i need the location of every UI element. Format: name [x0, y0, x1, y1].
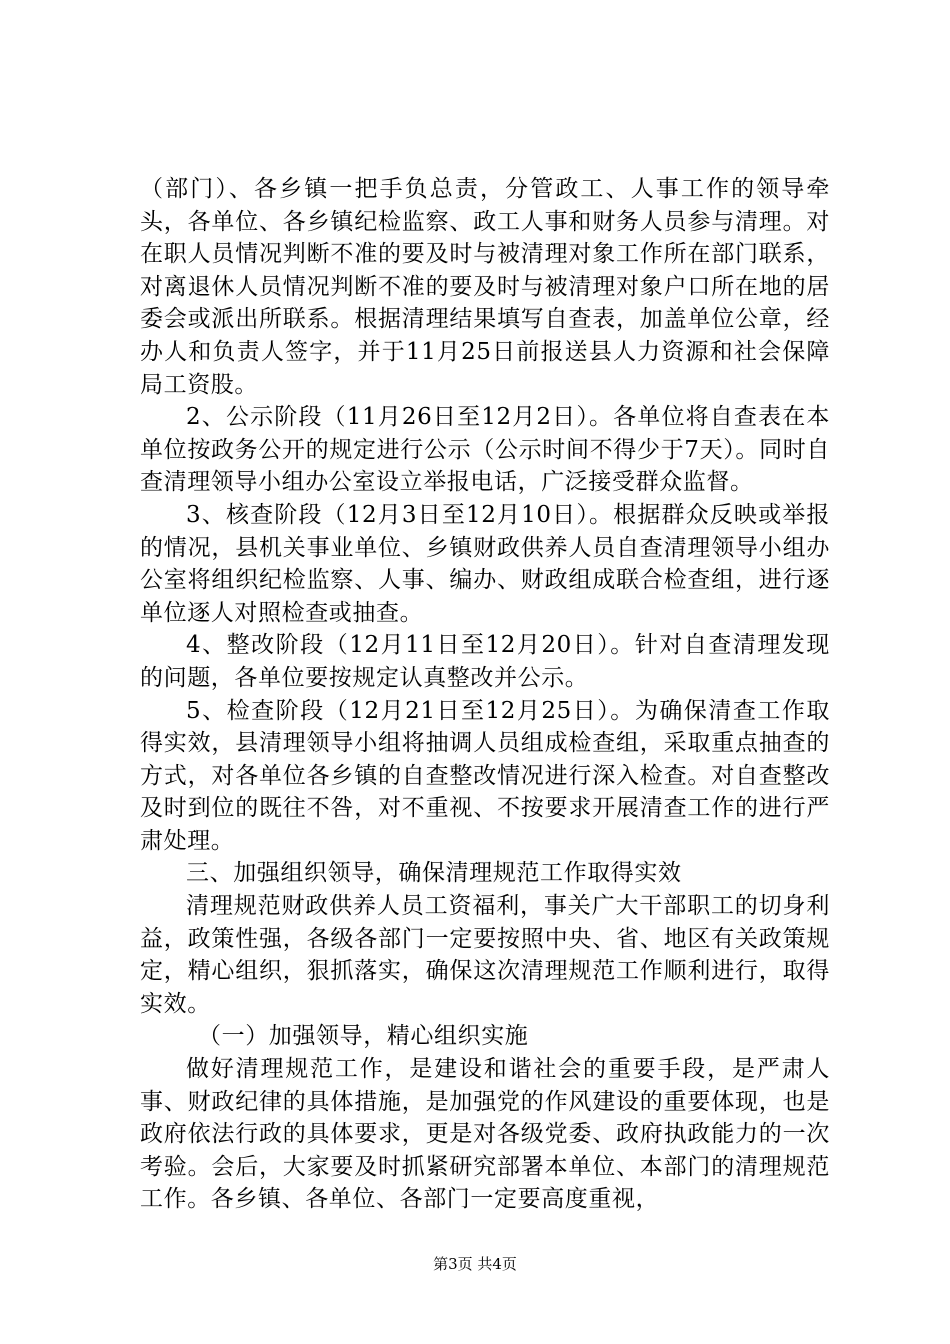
paragraph-leadership: 做好清理规范工作，是建设和谐社会的重要手段，是严肃人事、财政纪律的具体措施，是加强党的作风建设的重要体现，也是政府依法行政的具体要求，更是对各级党委、政府执政能力的一次考验。会后，大家要及时抓紧研究部署本单位、本部门的清理规范工作。各乡镇、各单位、各部门一定要高度重视， [140, 1056, 830, 1213]
paragraph-publicity-stage: 2、公示阶段（11月26日至12月2日）。各单位将自查表在本单位按政务公开的规定进行公示（公示时间不得少于7天）。同时自查清理领导小组办公室设立举报电话，广泛接受群众监督。 [140, 404, 830, 496]
paragraph-section-intro: 清理规范财政供养人员工资福利，事关广大干部职工的切身利益，政策性强，各级各部门一定要按照中央、省、地区有关政策规定，精心组织，狠抓落实，确保这次清理规范工作顺利进行，取得实效。 [140, 893, 830, 1017]
paragraph-continuation: （部门）、各乡镇一把手负总责，分管政工、人事工作的领导牵头，各单位、各乡镇纪检监察、政工人事和财务人员参与清理。对在职人员情况判断不准的要及时与被清理对象工作所在部门联系，对离退休人员情况判断不准的要及时与被清理对象户口所在地的居委会或派出所联系。根据清理结果填写自查表，加盖单位公章，经办人和负责人签字，并于11月25日前报送县人力资源和社会保障局工资股。 [140, 176, 830, 398]
section-heading-three: 三、加强组织领导，确保清理规范工作取得实效 [186, 860, 682, 887]
page-number-footer: 第3页 共4页 [433, 1255, 517, 1273]
paragraph-verification-stage: 3、核查阶段（12月3日至12月10日）。根据群众反映或举报的情况，县机关事业单位、乡镇财政供养人员自查清理领导小组办公室将组织纪检监察、人事、编办、财政组成联合检查组，进行逐单位逐人对照检查或抽查。 [140, 501, 830, 626]
paragraph-rectification-stage: 4、整改阶段（12月11日至12月20日）。针对自查清理发现的问题，各单位要按规定认真整改并公示。 [140, 632, 830, 691]
document-body [140, 173, 830, 1216]
subsection-heading-one: （一）加强领导，精心组织实施 [198, 1023, 529, 1050]
paragraph-inspection-stage: 5、检查阶段（12月21日至12月25日）。为确保清查工作取得实效，县清理领导小组将抽调人员组成检查组，采取重点抽查的方式，对各单位各乡镇的自查整改情况进行深入检查。对自查整改及时到位的既往不咎，对不重视、不按要求开展清查工作的进行严肃处理。 [140, 697, 830, 854]
